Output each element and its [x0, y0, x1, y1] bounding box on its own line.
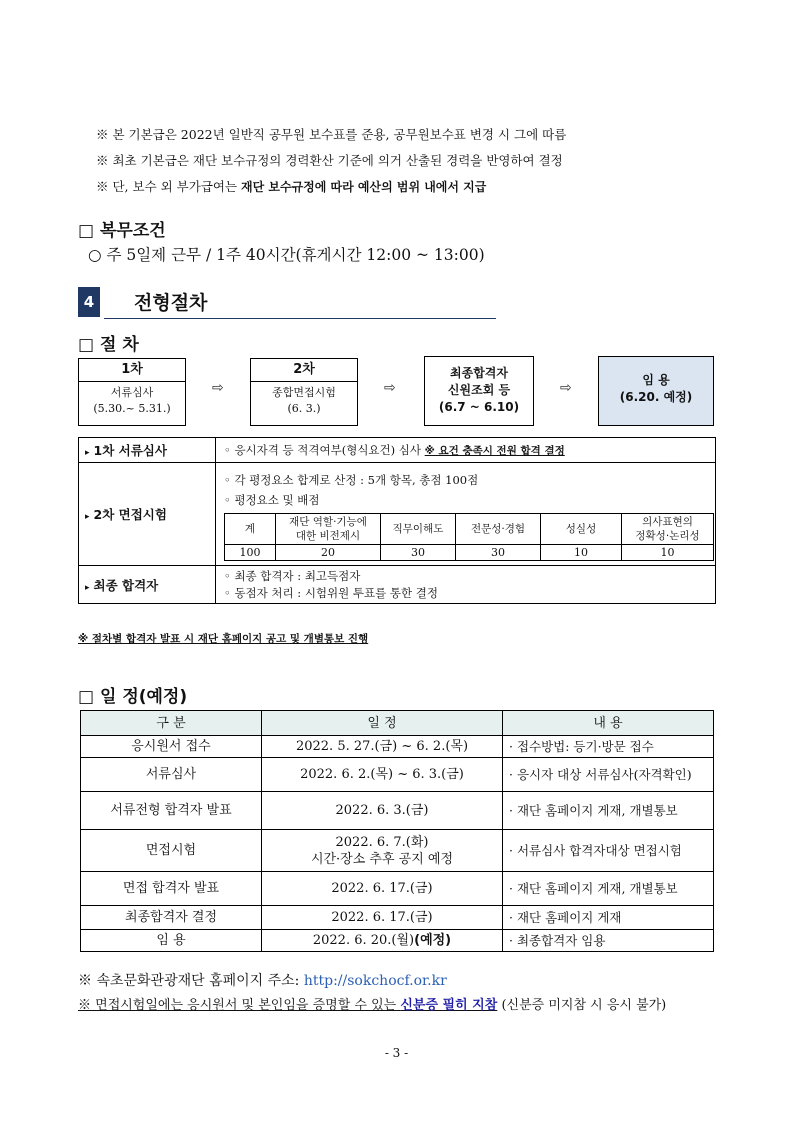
homepage-note: ※ 속초문화관광재단 홈페이지 주소: http://sokchocf.or.kr [78, 973, 447, 989]
note-line: ※ 본 기본급은 2022년 일반직 공무원 보수표를 준용, 공무원보수표 변경 시 그에 따름 [96, 127, 567, 142]
table-row [81, 906, 714, 930]
homepage-link[interactable]: http://sokchocf.or.kr [303, 973, 447, 989]
note-line: ※ 최초 기본급은 재단 보수규정의 경력환산 기준에 의거 산출된 경력을 반영하여 결정 [96, 153, 563, 168]
schedule-header: 일 정 [262, 711, 503, 736]
flow-arrow-icon: ⇨ [212, 380, 224, 396]
table-row [81, 872, 714, 906]
table-row [81, 930, 714, 952]
schedule-desc: · 재단 홈페이지 게재, 개별통보 [503, 792, 714, 830]
schedule-date: 2022. 6. 20.(월)(예정) [262, 930, 503, 952]
triangle-icon: ▸ [85, 582, 90, 593]
flow-step-date: (6.7 ~ 6.10) [438, 400, 520, 414]
score-header: 재단 역할·기능에 대한 비전제시 [276, 514, 381, 545]
score-value-row [225, 545, 714, 561]
process-line: ◦ 동점자 처리 : 시험위원 투표를 통한 결정 [224, 585, 438, 600]
schedule-desc: · 재단 홈페이지 게재, 개별통보 [503, 872, 714, 906]
flow-step-date: (6.20. 예정) [619, 390, 693, 404]
service-heading: □ 복무조건 [78, 221, 166, 241]
flow-step-1 [78, 358, 186, 426]
schedule-item: 임 용 [81, 930, 262, 952]
salary-notes [96, 122, 566, 200]
chapter-title: 전형절차 [134, 292, 208, 314]
triangle-icon: ▸ [85, 448, 90, 458]
table-row [79, 438, 716, 463]
score-value: 30 [456, 545, 541, 561]
service-condition: ○ 주 5일제 근무 / 1주 40시간(휴게시간 12:00 ~ 13:00) [88, 246, 485, 264]
flow-arrow-icon: ⇨ [560, 380, 572, 396]
flow-arrow-icon: ⇨ [384, 380, 396, 396]
schedule-item: 최종합격자 결정 [81, 906, 262, 930]
schedule-desc: · 서류심사 합격자대상 면접시험 [503, 830, 714, 872]
process-label: ▸ 1차 서류심사 [79, 438, 216, 463]
flow-step-text: 임 용 [642, 373, 670, 387]
schedule-header-row [81, 711, 714, 736]
process-label: ▸ 2차 면접시험 [79, 463, 216, 566]
schedule-date: 2022. 6. 7.(화) 시간·장소 추후 공지 예정 [262, 830, 503, 872]
score-value: 100 [225, 545, 276, 561]
flow-step-3 [424, 356, 534, 426]
id-card-note: ※ 면접시험일에는 응시원서 및 본인임을 증명할 수 있는 신분증 필히 지참 (신분증 미지참 시 응시 불가) [78, 998, 667, 1013]
score-header: 의사표현의 정확성·논리성 [622, 514, 714, 545]
schedule-date: 2022. 6. 3.(금) [262, 792, 503, 830]
score-value: 20 [276, 545, 381, 561]
schedule-item: 면접 합격자 발표 [81, 872, 262, 906]
score-header: 성실성 [541, 514, 622, 545]
table-row [79, 566, 716, 604]
score-value: 10 [622, 545, 714, 561]
page-number: - 3 - [384, 1046, 409, 1060]
table-row [81, 830, 714, 872]
procedure-heading: □ 절 차 [78, 335, 139, 355]
score-header: 직무이해도 [381, 514, 456, 545]
flow-step-date: (6. 3.) [287, 402, 321, 415]
schedule-desc: · 최종합격자 임용 [503, 930, 714, 952]
score-value: 30 [381, 545, 456, 561]
schedule-heading: □ 일 정(예정) [78, 687, 188, 707]
flow-step-2 [250, 358, 358, 426]
process-line: ◦ 각 평정요소 합계로 산정 : 5개 항목, 총점 100점 [224, 473, 479, 487]
process-table [78, 437, 716, 604]
table-row [81, 792, 714, 830]
process-line: ◦ 평정요소 및 배점 [224, 493, 320, 507]
flow-step-text: 신원조회 등 [447, 383, 511, 397]
flow-step-text: 서류심사 [110, 386, 154, 399]
flow-step-4 [598, 356, 714, 426]
flow-step-head: 1차 [79, 359, 185, 382]
chapter-underline [104, 318, 496, 319]
process-content: ◦ 응시자격 등 적격여부(형식요건) 심사 ※ 요건 충족시 전원 합격 결정 [216, 438, 716, 463]
process-label: ▸ 최종 합격자 [79, 566, 216, 604]
score-header: 계 [225, 514, 276, 545]
process-emphasis: ※ 요건 충족시 전원 합격 결정 [424, 445, 565, 457]
schedule-date: 2022. 5. 27.(금) ~ 6. 2.(목) [262, 736, 503, 758]
flow-step-date: (5.30.~ 5.31.) [93, 402, 171, 415]
note-emphasis: 재단 보수규정에 따라 예산의 범위 내에서 지급 [241, 180, 487, 194]
score-header-row [225, 514, 714, 545]
table-row [79, 463, 716, 566]
schedule-item: 면접시험 [81, 830, 262, 872]
schedule-date: 2022. 6. 17.(금) [262, 872, 503, 906]
flow-step-text: 최종합격자 [450, 366, 508, 380]
process-content [216, 463, 716, 566]
schedule-date: 2022. 6. 17.(금) [262, 906, 503, 930]
score-value: 10 [541, 545, 622, 561]
flow-step-text: 종합면접시험 [272, 386, 336, 399]
process-note: ※ 절차별 합격자 발표 시 재단 홈페이지 공고 및 개별통보 진행 [78, 633, 369, 645]
table-row [81, 736, 714, 758]
table-row [81, 758, 714, 792]
score-table [224, 513, 714, 561]
schedule-date: 2022. 6. 2.(목) ~ 6. 3.(금) [262, 758, 503, 792]
schedule-item: 응시원서 접수 [81, 736, 262, 758]
note-line: ※ 단, 보수 외 부가급여는 재단 보수규정에 따라 예산의 범위 내에서 지급 [96, 179, 487, 194]
id-card-emphasis: 신분증 필히 지참 [400, 998, 498, 1013]
schedule-desc: · 재단 홈페이지 게재 [503, 906, 714, 930]
schedule-item: 서류심사 [81, 758, 262, 792]
schedule-item: 서류전형 합격자 발표 [81, 792, 262, 830]
schedule-desc: · 응시자 대상 서류심사(자격확인) [503, 758, 714, 792]
process-line: ◦ 최종 합격자 : 최고득점자 [224, 568, 361, 583]
schedule-header: 내 용 [503, 711, 714, 736]
schedule-header: 구 분 [81, 711, 262, 736]
process-content [216, 566, 716, 604]
schedule-table [80, 710, 714, 952]
score-header: 전문성·경험 [456, 514, 541, 545]
flow-step-head: 2차 [251, 359, 357, 382]
schedule-desc: · 접수방법: 등기·방문 접수 [503, 736, 714, 758]
triangle-icon: ▸ [85, 512, 90, 522]
chapter-number: 4 [78, 287, 100, 317]
